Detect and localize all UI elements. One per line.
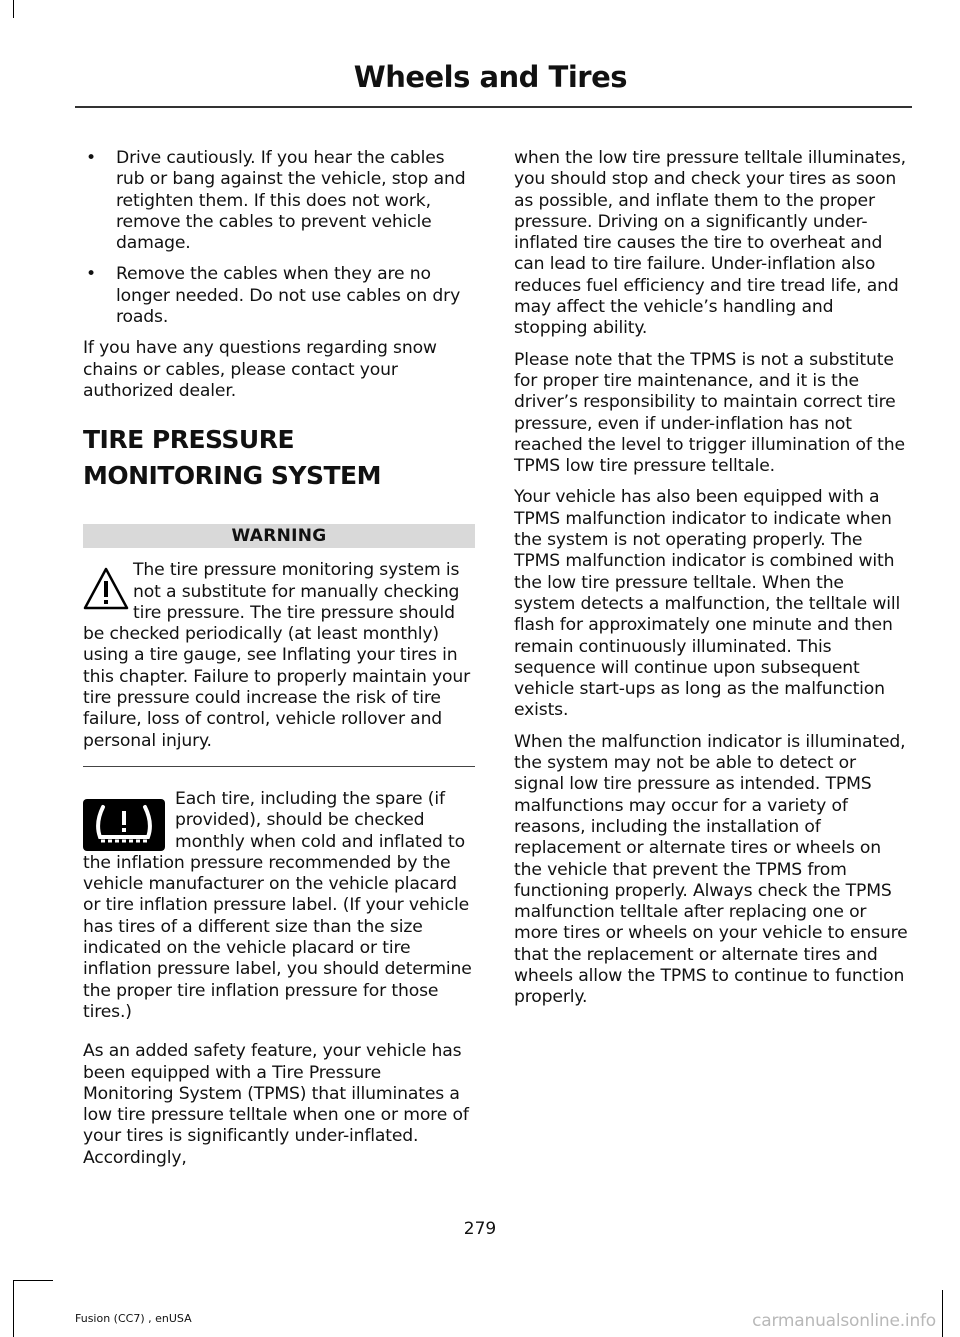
header-divider xyxy=(75,106,912,108)
warning-triangle-icon xyxy=(83,566,129,612)
right-column xyxy=(514,148,910,1019)
tpms-block xyxy=(83,789,475,1023)
page-title: Wheels and Tires xyxy=(353,60,627,94)
left-column xyxy=(83,148,475,1179)
bullet-dot: • xyxy=(86,148,96,168)
bullet-text: Drive cautiously. If you hear the cables rub or bang against the vehicle, stop and retighten them. If this does not work, remove the cables to prevent vehicle damage. xyxy=(116,148,466,254)
warning-divider xyxy=(83,766,475,767)
paragraph: When the malfunction indicator is illuminated, the system may not be able to detect or signal low tire pressure as intended. TPMS malfunctions may occur for a variety of reasons, including the installation of replacement or alternate tires or wheels on the vehicle that prevent the TPMS from functioning properly. Always check the TPMS malfunction telltale after replacing one or more tires or wheels on your vehicle to ensure that the replacement or alternate tires and wheels allow the TPMS to continue to function properly. xyxy=(514,731,908,1008)
paragraph: Please note that the TPMS is not a substitute for proper tire maintenance, and it is the driver’s responsibility to maintain correct tire pressure, even if under-inflation has not reached the level to trigger illumination of the TPMS low tire pressure telltale. xyxy=(514,349,905,477)
warning-label: WARNING xyxy=(83,524,475,548)
warning-text: The tire pressure monitoring system is not a substitute for manually checking tire pressure. The tire pressure should be checked periodically (at least monthly) using a tire gauge, see Inflating your tires in this chapter. Failure to properly maintain your tire pressure could increase the risk of tire failure, loss of control, vehicle rollover and personal injury. xyxy=(83,560,471,751)
tpms-paragraph: Each tire, including the spare (if provided), should be checked monthly when cold and inflated to the inflation pressure recommended by the vehicle manufacturer on the vehicle placard or tire inflation pressure label. (If your vehicle has tires of a different size than the size indicated on the vehicle placard or tire inflation pressure label, you should determine the proper tire inflation pressure for those tires.) xyxy=(83,788,472,1022)
watermark: carmanualsonline.info xyxy=(752,1311,936,1331)
crop-mark xyxy=(13,1280,14,1337)
page-number: 279 xyxy=(463,1219,497,1239)
tpms-telltale-icon xyxy=(83,799,165,851)
snow-chains-paragraph: If you have any questions regarding snow chains or cables, please contact your authorized dealer. xyxy=(83,338,437,401)
bullet-dot: • xyxy=(86,264,96,285)
bullet-text: Remove the cables when they are no longer needed. Do not use cables on dry roads. xyxy=(116,264,461,328)
crop-mark xyxy=(13,0,14,18)
model-label: Fusion (CC7) , enUSA xyxy=(75,1312,192,1325)
bullet-item xyxy=(83,148,475,254)
warning-box xyxy=(83,560,475,752)
crop-mark xyxy=(13,1280,53,1281)
paragraph: when the low tire pressure telltale illuminates, you should stop and check your tires as soon as possible, and inflate them to the proper pressure. Driving on a significantly under-inflated tire causes the tire to overheat and can lead to tire failure. Under-inflation also reduces fuel efficiency and tire tread life, and may affect the vehicle’s handling and stopping ability. xyxy=(514,148,906,339)
paragraph: Your vehicle has also been equipped with a TPMS malfunction indicator to indicate when the system is not operating properly. The TPMS malfunction indicator is combined with the low tire pressure telltale. When the system detects a malfunction, the telltale will flash for approximately one minute and then remain continuously illuminated. This sequence will continue upon subsequent vehicle start-ups as long as the malfunction exists. xyxy=(514,487,901,721)
section-heading: TIRE PRESSURE MONITORING SYSTEM xyxy=(83,425,381,491)
crop-mark xyxy=(942,1290,943,1337)
safety-paragraph: As an added safety feature, your vehicle has been equipped with a Tire Pressure Monitoring System (TPMS) that illuminates a low tire pressure telltale when one or more of your tires is significantly under-inflated. Accordingly, xyxy=(83,1041,469,1168)
bullet-item xyxy=(83,264,475,328)
